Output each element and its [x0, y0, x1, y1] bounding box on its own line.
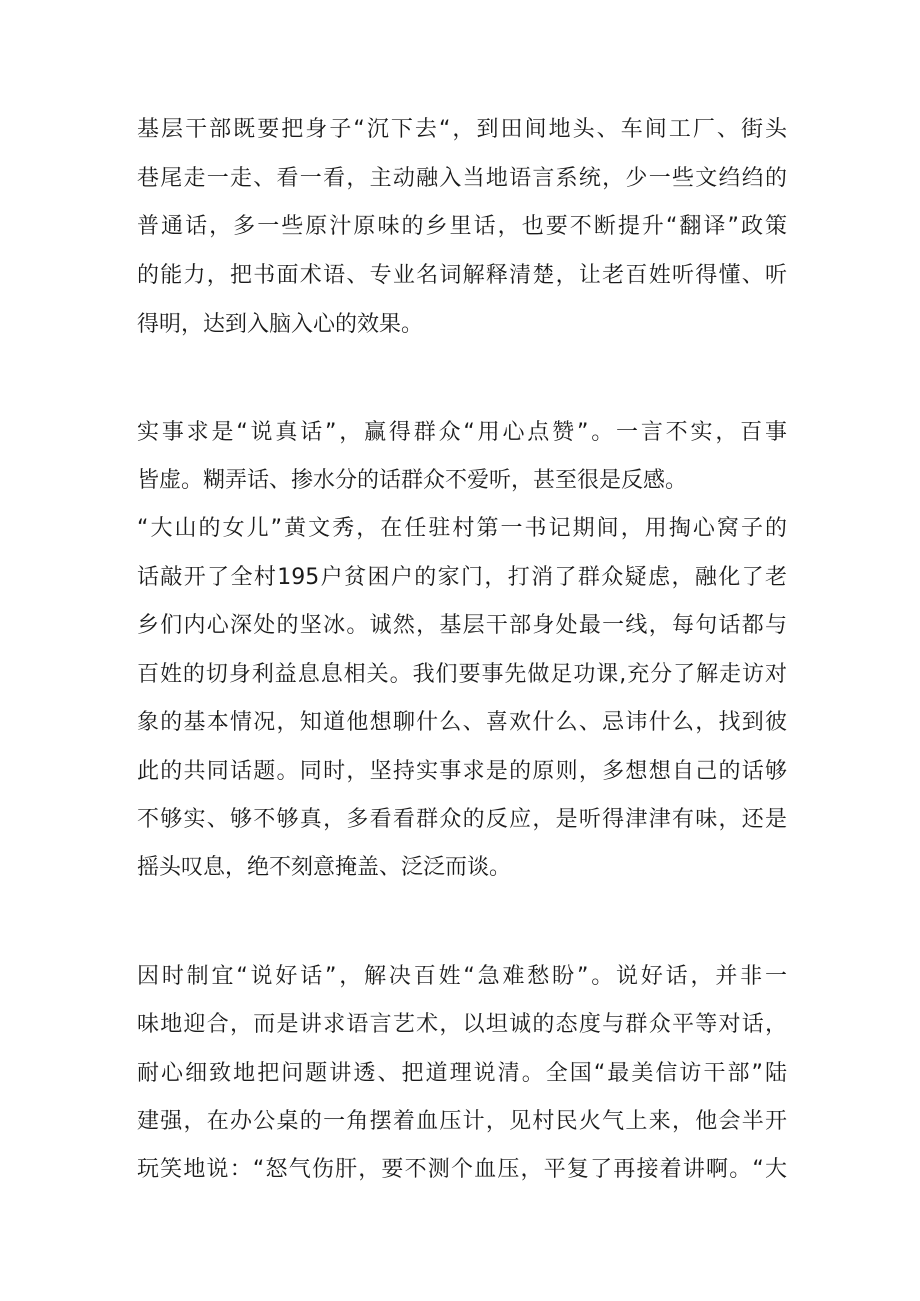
- paragraph-2-line-9: 不够实、够不够真，多看看群众的反应，是听得津津有味，还是: [137, 807, 787, 832]
- paragraph-2-line-8: 此的共同话题。同时，坚持实事求是的原则，多想想自己的话够: [137, 759, 787, 784]
- paragraph-2-line-4: 话敲开了全村195户贫困户的家门，打消了群众疑虑，融化了老: [137, 565, 787, 590]
- paragraph-2-line-10: 摇头叹息，绝不刻意掩盖、泛泛而谈。: [137, 855, 512, 880]
- paragraph-1-line-4: 的能力，把书面术语、专业名词解释清楚，让老百姓听得懂、听: [137, 263, 787, 288]
- paragraph-3-line-3: 耐心细致地把问题讲透、把道理说清。全国“最美信访干部”陆: [137, 1061, 787, 1086]
- paragraph-1-line-5: 得明，达到入脑入心的效果。: [137, 312, 424, 337]
- paragraph-2-line-7: 象的基本情况，知道他想聊什么、喜欢什么、忌讳什么，找到彼: [137, 710, 787, 735]
- paragraph-3-line-4: 建强，在办公桌的一角摆着血压计，见村民火气上来，他会半开: [137, 1109, 787, 1134]
- paragraph-1-line-3: 普通话，多一些原汁原味的乡里话，也要不断提升“翻译”政策: [137, 214, 787, 239]
- paragraph-3-line-1: 因时制宜“说好话”，解决百姓“急难愁盼”。说好话，并非一: [137, 964, 787, 989]
- paragraph-2-line-6: 百姓的切身利益息息相关。我们要事先做足功课,充分了解走访对: [137, 662, 787, 687]
- paragraph-2-line-3: “大山的女儿”黄文秀，在任驻村第一书记期间，用掏心窝子的: [137, 516, 787, 541]
- paragraph-3-line-2: 味地迎合，而是讲求语言艺术，以坦诚的态度与群众平等对话，: [137, 1012, 787, 1037]
- paragraph-2-line-5: 乡们内心深处的坚冰。诚然，基层干部身处最一线，每句话都与: [137, 613, 787, 638]
- paragraph-2-line-2: 皆虚。糊弄话、掺水分的话群众不爱听，甚至很是反感。: [137, 468, 688, 493]
- paragraph-3-line-5: 玩笑地说：“怒气伤肝，要不测个血压，平复了再接着讲啊。“大: [137, 1157, 787, 1182]
- paragraph-1-line-1: 基层干部既要把身子“沉下去“，到田间地头、车间工厂、街头: [137, 117, 787, 142]
- paragraph-1-line-2: 巷尾走一走、看一看，主动融入当地语言系统，少一些文绉绉的: [137, 166, 787, 191]
- paragraph-2-line-1: 实事求是“说真话”，赢得群众“用心点赞”。一言不实，百事: [137, 420, 787, 445]
